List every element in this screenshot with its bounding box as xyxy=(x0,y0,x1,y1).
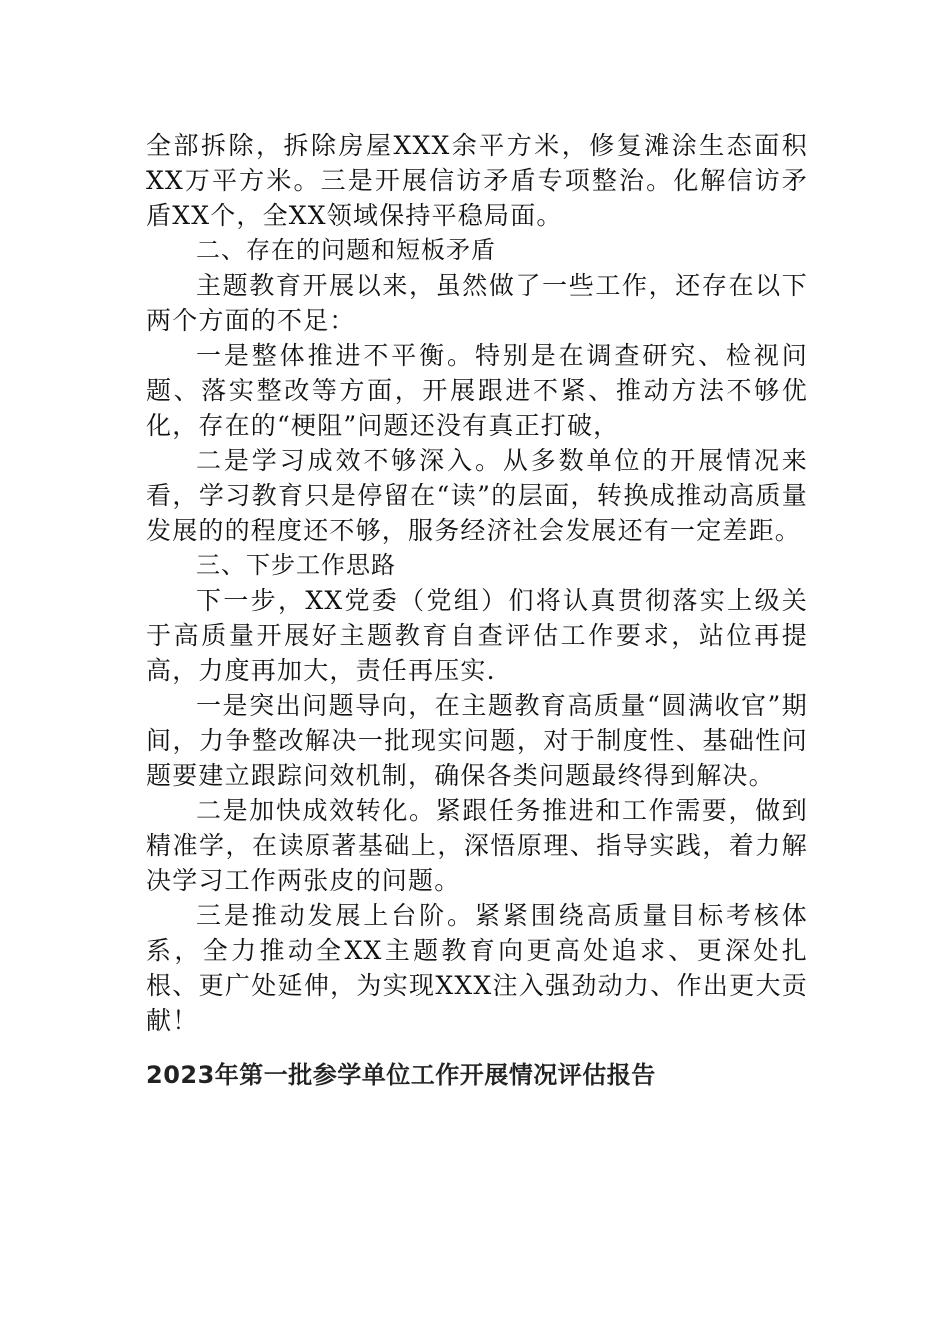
paragraph-step-one: 一是突出问题导向，在主题教育高质量“圆满收官”期间，力争整改解决一批现实问题，对于制度性、基础性问题要建立跟踪问效机制，确保各类问题最终得到解决。 xyxy=(146,691,808,790)
document-body xyxy=(146,128,808,1038)
paragraph-intro: 全部拆除，拆除房屋XXX余平方米，修复滩涂生态面积XX万平方米。三是开展信访矛盾专项整治。化解信访矛盾XX个，全XX领域保持平稳局面。 xyxy=(146,131,808,230)
paragraph-problems-summary: 主题教育开展以来，虽然做了一些工作，还存在以下两个方面的不足： xyxy=(146,271,808,335)
report-title: 2023年第一批参学单位工作开展情况评估报告 xyxy=(146,1061,656,1089)
section-heading-problems: 二、存在的问题和短板矛盾 xyxy=(196,236,496,264)
section-heading-next-steps: 三、下步工作思路 xyxy=(196,551,396,579)
paragraph-step-three: 三是推动发展上台阶。紧紧围绕高质量目标考核体系，全力推动全XX主题教育向更高处追求、更深处扎根、更广处延伸，为实现XXX注入强劲动力、作出更大贡献！ xyxy=(146,901,808,1035)
paragraph-step-two: 二是加快成效转化。紧跟任务推进和工作需要，做到精准学，在读原著基础上，深悟原理、指导实践，着力解决学习工作两张皮的问题。 xyxy=(146,796,808,895)
paragraph-problem-one: 一是整体推进不平衡。特别是在调查研究、检视问题、落实整改等方面，开展跟进不紧、推动方法不够优化，存在的“梗阻”问题还没有真正打破， xyxy=(146,341,808,440)
paragraph-next-steps-summary: 下一步，XX党委（党组）们将认真贯彻落实上级关于高质量开展好主题教育自查评估工作要求，站位再提高，力度再加大，责任再压实. xyxy=(146,586,808,685)
paragraph-problem-two: 二是学习成效不够深入。从多数单位的开展情况来看，学习教育只是停留在“读”的层面，转换成推动高质量发展的的程度还不够，服务经济社会发展还有一定差距。 xyxy=(146,446,808,545)
